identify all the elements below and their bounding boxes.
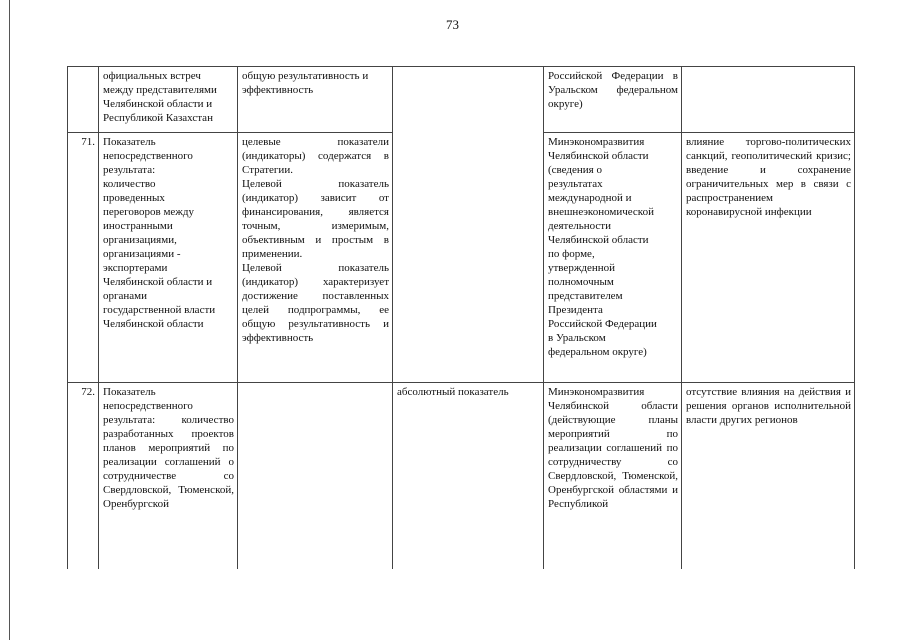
indicator-name-cell: официальных встреч между представителями Челябинской области и Республикой Казахстан — [99, 67, 238, 133]
table-row — [68, 383, 855, 570]
characteristic-cell: целевые показатели (индикаторы) содержатся в Стратегии. Целевой показатель (индикатор) зависит от финансирования, является точным, измеримым, объективным и простым в применении. Целевой показатель (индикатор) характеризует достижение поставленных целей подпрограммы, ее общую результативность и эффективность — [238, 133, 393, 383]
indicator-name-cell: Показатель непосредственного результата: количество проведенных переговоров между иностранными организациями, организациями - экспортерами Челябинской области и органами государственной власти Челябинской области — [99, 133, 238, 383]
row-number: 72. — [68, 383, 99, 570]
characteristic-cell: общую результативность и эффективность — [238, 67, 393, 133]
data-source-cell: Российской Федерации в Уральском федеральном округе) — [544, 67, 682, 133]
table-row — [68, 67, 855, 133]
risk-factors-cell: отсутствие влияния на действия и решения органов исполнительной власти других регионов — [682, 383, 855, 570]
row-number: 71. — [68, 133, 99, 383]
risk-factors-cell — [682, 67, 855, 133]
risk-factors-cell: влияние торгово-политических санкций, геополитический кризис; введение и сохранение ограничительных мер в связи с распространением коронавирусной инфекции — [682, 133, 855, 383]
indicator-type-cell: абсолютный показатель — [393, 383, 544, 570]
page-number: 73 — [446, 17, 459, 32]
indicator-type-cell — [393, 67, 544, 383]
row-number — [68, 67, 99, 133]
data-source-cell: Минэкономразвития Челябинской области (сведения о результатах международной и внешнеэкономической деятельности Челябинской области по форме, утвержденной полномочным представителем Президента Российской Федерации в Уральском федеральном округе) — [544, 133, 682, 383]
indicator-name-cell: Показатель непосредственного результата: количество разработанных проектов планов мероприятий по реализации соглашений о сотрудничестве со Свердловской, Тюменской, Оренбургской — [99, 383, 238, 570]
page-margin-line — [9, 0, 10, 640]
data-source-cell: Минэкономразвития Челябинской области (действующие планы мероприятий по реализации соглашений по сотрудничеству со Свердловской, Тюменской, Оренбургской областями и Республикой — [544, 383, 682, 570]
characteristic-cell — [238, 383, 393, 570]
indicator-table — [67, 66, 855, 569]
